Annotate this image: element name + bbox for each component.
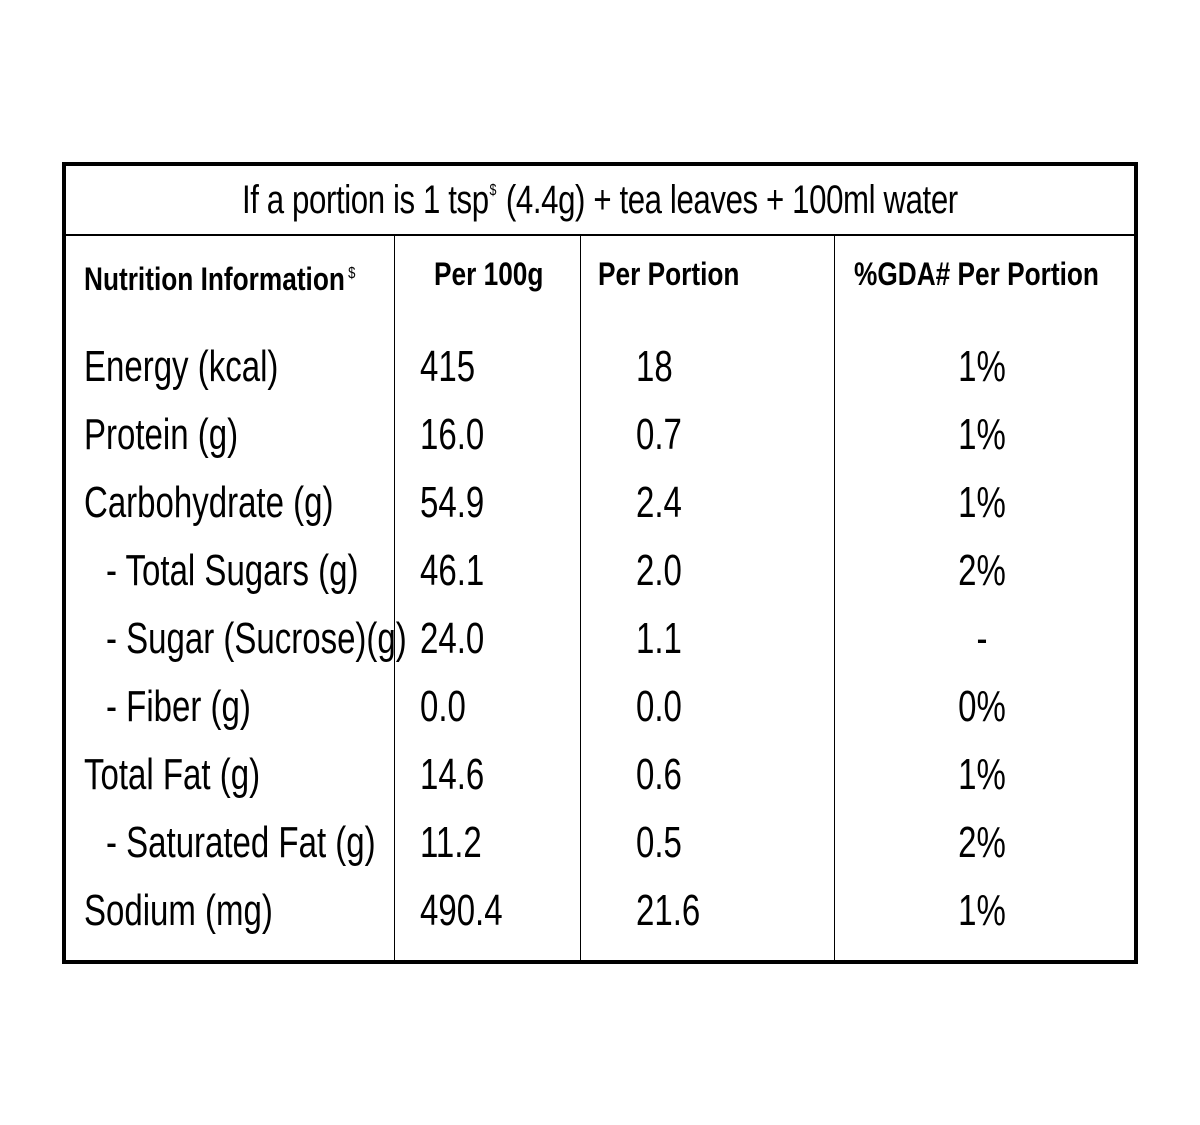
column-divider-2 (580, 236, 581, 960)
per-100g-value: 16.0 (420, 410, 485, 459)
gda-value: 1% (958, 478, 1006, 527)
title-suffix: (4.4g) + tea leaves + 100ml water (505, 177, 958, 222)
per-100g-value: 24.0 (420, 614, 485, 663)
per-100g-value: 415 (420, 342, 476, 391)
nutrient-name: Protein (g) (84, 410, 239, 459)
per-100g-value: 54.9 (420, 478, 485, 527)
header-nutrition-superscript: $ (348, 265, 356, 282)
nutrient-name: - Sugar (Sucrose)(g) (106, 614, 407, 663)
per-portion-value: 21.6 (636, 886, 701, 935)
nutrient-name: Total Fat (g) (84, 750, 261, 799)
gda-value: 1% (958, 342, 1006, 391)
header-nutrition-information (84, 254, 355, 299)
per-100g-value: 0.0 (420, 682, 466, 731)
gda-value: 2% (958, 818, 1006, 867)
nutrient-name: Carbohydrate (g) (84, 478, 334, 527)
gda-value: 2% (958, 546, 1006, 595)
nutrient-name: Energy (kcal) (84, 342, 279, 391)
per-portion-value: 0.7 (636, 410, 682, 459)
gda-value: 1% (958, 410, 1006, 459)
column-divider-1 (394, 236, 395, 960)
per-portion-value: 0.0 (636, 682, 682, 731)
per-portion-value: 1.1 (636, 614, 682, 663)
per-100g-value: 14.6 (420, 750, 485, 799)
per-portion-value: 0.6 (636, 750, 682, 799)
per-portion-value: 0.5 (636, 818, 682, 867)
gda-value: 1% (958, 886, 1006, 935)
per-100g-value: 11.2 (420, 818, 482, 867)
title-prefix: If a portion is 1 tsp (242, 177, 489, 222)
nutrient-name: - Total Sugars (g) (106, 546, 359, 595)
per-portion-value: 18 (636, 342, 673, 391)
nutrient-name: Sodium (mg) (84, 886, 273, 935)
per-100g-value: 490.4 (420, 886, 503, 935)
nutrient-name: - Fiber (g) (106, 682, 251, 731)
nutrition-label (62, 162, 1138, 964)
column-divider-3 (834, 236, 835, 960)
header-nutrition-text: Nutrition Information (84, 261, 345, 297)
per-portion-value: 2.0 (636, 546, 682, 595)
per-portion-value: 2.4 (636, 478, 682, 527)
header-gda-per-portion: %GDA# Per Portion (854, 256, 1099, 292)
gda-value: - (976, 614, 988, 663)
label-title (242, 178, 958, 223)
nutrient-name: - Saturated Fat (g) (106, 818, 376, 867)
header-per-portion: Per Portion (598, 256, 740, 292)
header-per-100g: Per 100g (434, 256, 544, 292)
title-superscript: $ (489, 181, 497, 199)
gda-value: 0% (958, 682, 1006, 731)
title-bar (66, 166, 1134, 236)
gda-value: 1% (958, 750, 1006, 799)
per-100g-value: 46.1 (420, 546, 485, 595)
